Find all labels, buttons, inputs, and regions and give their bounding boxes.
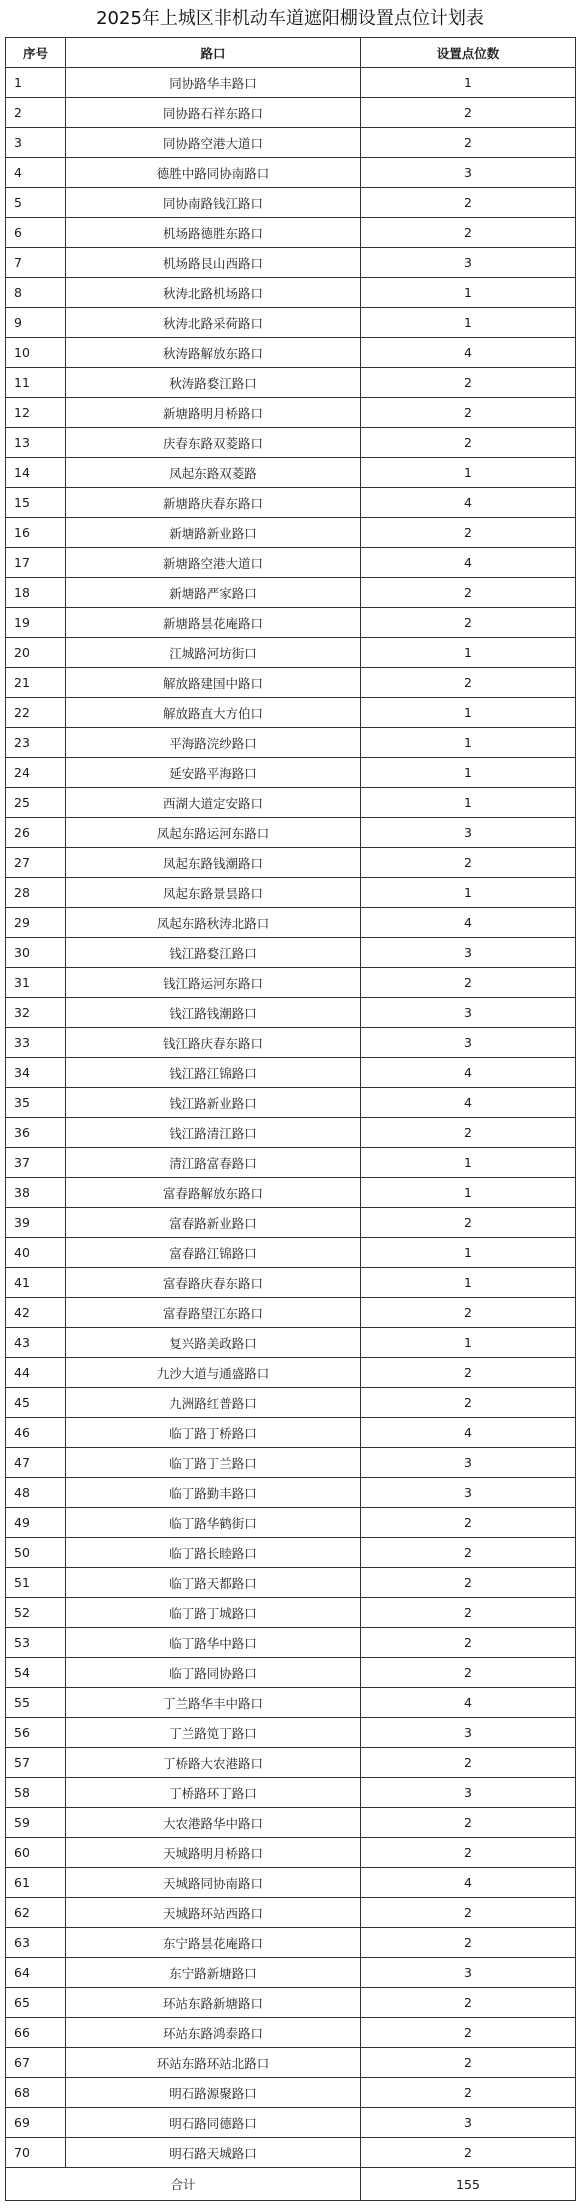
table-row (6, 1508, 576, 1538)
row-road: 天城路环站西路口 (66, 1898, 361, 1928)
row-count: 2 (361, 128, 576, 158)
row-road: 江城路河坊街口 (66, 638, 361, 668)
row-road: 富春路江锦路口 (66, 1238, 361, 1268)
row-road: 解放路直大方伯口 (66, 698, 361, 728)
table-row (6, 968, 576, 998)
row-count: 2 (361, 398, 576, 428)
row-index: 69 (6, 2108, 66, 2138)
row-index: 41 (6, 1268, 66, 1298)
total-count: 155 (361, 2168, 576, 2201)
row-index: 20 (6, 638, 66, 668)
row-count: 1 (361, 458, 576, 488)
row-index: 67 (6, 2048, 66, 2078)
table-row (6, 398, 576, 428)
row-road: 延安路平海路口 (66, 758, 361, 788)
table-row (6, 1028, 576, 1058)
table-row (6, 1808, 576, 1838)
row-count: 1 (361, 728, 576, 758)
row-road: 同协路华丰路口 (66, 68, 361, 98)
row-count: 2 (361, 1988, 576, 2018)
header-road: 路口 (66, 38, 361, 68)
table-row (6, 308, 576, 338)
row-index: 21 (6, 668, 66, 698)
row-index: 34 (6, 1058, 66, 1088)
table-row (6, 1058, 576, 1088)
table-row (6, 248, 576, 278)
row-count: 3 (361, 1478, 576, 1508)
row-road: 天城路同协南路口 (66, 1868, 361, 1898)
table-row (6, 68, 576, 98)
row-count: 2 (361, 1568, 576, 1598)
table-row (6, 818, 576, 848)
table-row (6, 908, 576, 938)
row-index: 16 (6, 518, 66, 548)
table-row (6, 1838, 576, 1868)
row-count: 4 (361, 1058, 576, 1088)
row-index: 11 (6, 368, 66, 398)
row-count: 4 (361, 488, 576, 518)
row-road: 临丁路长睦路口 (66, 1538, 361, 1568)
row-road: 环站东路鸿泰路口 (66, 2018, 361, 2048)
row-count: 3 (361, 1028, 576, 1058)
row-count: 2 (361, 2048, 576, 2078)
row-count: 2 (361, 428, 576, 458)
row-road: 德胜中路同协南路口 (66, 158, 361, 188)
row-road: 钱江路江锦路口 (66, 1058, 361, 1088)
row-count: 1 (361, 1268, 576, 1298)
row-index: 44 (6, 1358, 66, 1388)
table-row (6, 1298, 576, 1328)
row-index: 4 (6, 158, 66, 188)
row-index: 45 (6, 1388, 66, 1418)
row-index: 39 (6, 1208, 66, 1238)
row-index: 25 (6, 788, 66, 818)
row-road: 丁桥路大农港路口 (66, 1748, 361, 1778)
row-count: 1 (361, 878, 576, 908)
row-count: 3 (361, 1718, 576, 1748)
row-index: 15 (6, 488, 66, 518)
row-count: 3 (361, 2108, 576, 2138)
row-count: 4 (361, 1088, 576, 1118)
table-row (6, 2078, 576, 2108)
table-row (6, 2048, 576, 2078)
table-row (6, 1478, 576, 1508)
row-count: 1 (361, 308, 576, 338)
row-road: 临丁路丁桥路口 (66, 1418, 361, 1448)
table-row (6, 458, 576, 488)
row-road: 新塘路严家路口 (66, 578, 361, 608)
row-count: 2 (361, 2018, 576, 2048)
row-road: 西湖大道定安路口 (66, 788, 361, 818)
row-road: 复兴路美政路口 (66, 1328, 361, 1358)
row-index: 14 (6, 458, 66, 488)
row-index: 2 (6, 98, 66, 128)
table-row (6, 2018, 576, 2048)
row-index: 5 (6, 188, 66, 218)
row-road: 九沙大道与通盛路口 (66, 1358, 361, 1388)
table-row (6, 218, 576, 248)
row-road: 大农港路华中路口 (66, 1808, 361, 1838)
table-row (6, 938, 576, 968)
row-road: 同协路石祥东路口 (66, 98, 361, 128)
row-road: 天城路明月桥路口 (66, 1838, 361, 1868)
row-index: 50 (6, 1538, 66, 1568)
row-count: 2 (361, 368, 576, 398)
table-row (6, 158, 576, 188)
row-road: 钱江路婺江路口 (66, 938, 361, 968)
row-count: 3 (361, 1448, 576, 1478)
row-road: 富春路望江东路口 (66, 1298, 361, 1328)
table-row (6, 638, 576, 668)
row-road: 钱江路运河东路口 (66, 968, 361, 998)
row-count: 2 (361, 1508, 576, 1538)
row-index: 28 (6, 878, 66, 908)
table-row (6, 1358, 576, 1388)
row-index: 58 (6, 1778, 66, 1808)
row-road: 新塘路空港大道口 (66, 548, 361, 578)
row-index: 48 (6, 1478, 66, 1508)
row-road: 明石路天城路口 (66, 2138, 361, 2168)
table-row (6, 1538, 576, 1568)
row-road: 庆春东路双菱路口 (66, 428, 361, 458)
row-count: 3 (361, 248, 576, 278)
row-index: 70 (6, 2138, 66, 2168)
row-index: 51 (6, 1568, 66, 1598)
row-index: 38 (6, 1178, 66, 1208)
row-road: 富春路解放东路口 (66, 1178, 361, 1208)
table-row (6, 428, 576, 458)
row-count: 2 (361, 1388, 576, 1418)
table-row (6, 668, 576, 698)
row-index: 61 (6, 1868, 66, 1898)
row-index: 3 (6, 128, 66, 158)
row-index: 60 (6, 1838, 66, 1868)
row-index: 47 (6, 1448, 66, 1478)
row-index: 6 (6, 218, 66, 248)
row-count: 1 (361, 638, 576, 668)
table-row (6, 608, 576, 638)
row-index: 19 (6, 608, 66, 638)
row-index: 33 (6, 1028, 66, 1058)
row-count: 3 (361, 158, 576, 188)
row-index: 31 (6, 968, 66, 998)
row-road: 明石路源聚路口 (66, 2078, 361, 2108)
row-count: 1 (361, 698, 576, 728)
row-road: 凤起东路秋涛北路口 (66, 908, 361, 938)
row-road: 凤起东路运河东路口 (66, 818, 361, 848)
row-count: 2 (361, 1898, 576, 1928)
row-road: 临丁路华中路口 (66, 1628, 361, 1658)
row-road: 秋涛北路采荷路口 (66, 308, 361, 338)
row-index: 18 (6, 578, 66, 608)
row-index: 37 (6, 1148, 66, 1178)
row-index: 64 (6, 1958, 66, 1988)
row-index: 46 (6, 1418, 66, 1448)
row-count: 2 (361, 1118, 576, 1148)
table-row (6, 728, 576, 758)
row-index: 55 (6, 1688, 66, 1718)
row-road: 清江路富春路口 (66, 1148, 361, 1178)
row-road: 临丁路华鹤街口 (66, 1508, 361, 1538)
row-index: 12 (6, 398, 66, 428)
table-row (6, 548, 576, 578)
row-count: 2 (361, 1928, 576, 1958)
row-count: 3 (361, 998, 576, 1028)
row-count: 2 (361, 1598, 576, 1628)
row-count: 2 (361, 968, 576, 998)
row-index: 17 (6, 548, 66, 578)
row-road: 临丁路天都路口 (66, 1568, 361, 1598)
row-road: 丁兰路笕丁路口 (66, 1718, 361, 1748)
row-count: 3 (361, 938, 576, 968)
row-index: 63 (6, 1928, 66, 1958)
table-row (6, 998, 576, 1028)
table-row (6, 1928, 576, 1958)
row-count: 3 (361, 1958, 576, 1988)
row-count: 2 (361, 218, 576, 248)
row-road: 临丁路同协路口 (66, 1658, 361, 1688)
row-road: 秋涛北路机场路口 (66, 278, 361, 308)
total-row (6, 2168, 576, 2201)
table-row (6, 1718, 576, 1748)
row-index: 7 (6, 248, 66, 278)
total-label: 合计 (6, 2168, 361, 2201)
table-row (6, 1238, 576, 1268)
row-index: 68 (6, 2078, 66, 2108)
row-index: 35 (6, 1088, 66, 1118)
row-index: 66 (6, 2018, 66, 2048)
table-row (6, 1448, 576, 1478)
row-road: 临丁路丁城路口 (66, 1598, 361, 1628)
row-index: 1 (6, 68, 66, 98)
row-count: 2 (361, 1358, 576, 1388)
row-index: 36 (6, 1118, 66, 1148)
table-row (6, 1388, 576, 1418)
row-road: 解放路建国中路口 (66, 668, 361, 698)
table-row (6, 1418, 576, 1448)
row-count: 4 (361, 1688, 576, 1718)
row-count: 2 (361, 98, 576, 128)
row-count: 2 (361, 668, 576, 698)
row-count: 2 (361, 1208, 576, 1238)
row-road: 凤起东路景昙路口 (66, 878, 361, 908)
table-row (6, 1328, 576, 1358)
table-row (6, 2138, 576, 2168)
row-road: 丁兰路华丰中路口 (66, 1688, 361, 1718)
row-count: 3 (361, 1778, 576, 1808)
row-road: 钱江路庆春东路口 (66, 1028, 361, 1058)
row-index: 62 (6, 1898, 66, 1928)
table-row (6, 1088, 576, 1118)
row-count: 1 (361, 1238, 576, 1268)
row-index: 65 (6, 1988, 66, 2018)
row-road: 环站东路新塘路口 (66, 1988, 361, 2018)
table-row (6, 1868, 576, 1898)
row-count: 2 (361, 1658, 576, 1688)
row-index: 54 (6, 1658, 66, 1688)
row-road: 凤起东路钱潮路口 (66, 848, 361, 878)
row-road: 钱江路钱潮路口 (66, 998, 361, 1028)
row-index: 23 (6, 728, 66, 758)
row-index: 52 (6, 1598, 66, 1628)
row-road: 钱江路新业路口 (66, 1088, 361, 1118)
table-row (6, 1148, 576, 1178)
table-row (6, 1988, 576, 2018)
row-road: 平海路浣纱路口 (66, 728, 361, 758)
row-index: 9 (6, 308, 66, 338)
table-row (6, 1688, 576, 1718)
row-index: 29 (6, 908, 66, 938)
row-road: 新塘路庆春东路口 (66, 488, 361, 518)
table-row (6, 1568, 576, 1598)
row-count: 2 (361, 1748, 576, 1778)
row-count: 2 (361, 2138, 576, 2168)
row-index: 27 (6, 848, 66, 878)
row-index: 43 (6, 1328, 66, 1358)
page-title: 2025年上城区非机动车道遮阳棚设置点位计划表 (96, 8, 484, 29)
row-count: 1 (361, 68, 576, 98)
row-count: 2 (361, 1628, 576, 1658)
table-row (6, 338, 576, 368)
row-count: 1 (361, 1178, 576, 1208)
row-index: 59 (6, 1808, 66, 1838)
table-row (6, 128, 576, 158)
row-road: 机场路德胜东路口 (66, 218, 361, 248)
row-road: 富春路庆春东路口 (66, 1268, 361, 1298)
row-road: 东宁路新塘路口 (66, 1958, 361, 1988)
row-road: 机场路艮山西路口 (66, 248, 361, 278)
row-index: 42 (6, 1298, 66, 1328)
row-index: 22 (6, 698, 66, 728)
row-count: 2 (361, 188, 576, 218)
row-road: 临丁路丁兰路口 (66, 1448, 361, 1478)
table-row (6, 1658, 576, 1688)
row-count: 2 (361, 578, 576, 608)
row-road: 钱江路清江路口 (66, 1118, 361, 1148)
table-row (6, 1208, 576, 1238)
row-count: 2 (361, 1838, 576, 1868)
table-header-row (6, 38, 576, 68)
table-row (6, 1178, 576, 1208)
table-row (6, 1118, 576, 1148)
row-road: 凤起东路双菱路 (66, 458, 361, 488)
row-index: 53 (6, 1628, 66, 1658)
table-row (6, 578, 576, 608)
row-count: 2 (361, 608, 576, 638)
table-row (6, 518, 576, 548)
row-count: 4 (361, 1418, 576, 1448)
row-count: 1 (361, 278, 576, 308)
row-index: 56 (6, 1718, 66, 1748)
row-road: 新塘路新业路口 (66, 518, 361, 548)
row-road: 同协南路钱江路口 (66, 188, 361, 218)
row-road: 环站东路环站北路口 (66, 2048, 361, 2078)
row-road: 秋涛路婺江路口 (66, 368, 361, 398)
row-road: 明石路同德路口 (66, 2108, 361, 2138)
table-row (6, 698, 576, 728)
table-row (6, 2108, 576, 2138)
table-row (6, 1598, 576, 1628)
row-count: 2 (361, 518, 576, 548)
row-road: 东宁路昙花庵路口 (66, 1928, 361, 1958)
row-count: 2 (361, 848, 576, 878)
row-count: 4 (361, 338, 576, 368)
row-road: 秋涛路解放东路口 (66, 338, 361, 368)
table-row (6, 758, 576, 788)
row-count: 1 (361, 1328, 576, 1358)
table-row (6, 1628, 576, 1658)
row-road: 临丁路勤丰路口 (66, 1478, 361, 1508)
table-row (6, 1958, 576, 1988)
row-count: 4 (361, 908, 576, 938)
row-index: 32 (6, 998, 66, 1028)
row-index: 57 (6, 1748, 66, 1778)
row-index: 24 (6, 758, 66, 788)
table-row (6, 878, 576, 908)
row-count: 1 (361, 758, 576, 788)
row-index: 10 (6, 338, 66, 368)
table-row (6, 98, 576, 128)
row-index: 13 (6, 428, 66, 458)
plan-table (5, 37, 576, 2201)
table-row (6, 1898, 576, 1928)
row-road: 同协路空港大道口 (66, 128, 361, 158)
row-index: 49 (6, 1508, 66, 1538)
row-index: 40 (6, 1238, 66, 1268)
row-count: 2 (361, 2078, 576, 2108)
row-index: 26 (6, 818, 66, 848)
table-row (6, 1748, 576, 1778)
row-count: 2 (361, 1538, 576, 1568)
row-count: 1 (361, 1148, 576, 1178)
table-row (6, 1778, 576, 1808)
row-index: 30 (6, 938, 66, 968)
table-row (6, 788, 576, 818)
row-count: 2 (361, 1298, 576, 1328)
row-road: 九洲路红普路口 (66, 1388, 361, 1418)
row-index: 8 (6, 278, 66, 308)
table-row (6, 188, 576, 218)
row-count: 2 (361, 1808, 576, 1838)
row-road: 新塘路昙花庵路口 (66, 608, 361, 638)
row-count: 1 (361, 788, 576, 818)
table-body (6, 68, 576, 2168)
header-count: 设置点位数 (361, 38, 576, 68)
table-row (6, 488, 576, 518)
table-row (6, 278, 576, 308)
table-row (6, 1268, 576, 1298)
header-index: 序号 (6, 38, 66, 68)
row-road: 新塘路明月桥路口 (66, 398, 361, 428)
table-row (6, 848, 576, 878)
row-count: 4 (361, 1868, 576, 1898)
table-row (6, 368, 576, 398)
row-road: 富春路新业路口 (66, 1208, 361, 1238)
row-count: 3 (361, 818, 576, 848)
row-road: 丁桥路环丁路口 (66, 1778, 361, 1808)
row-count: 4 (361, 548, 576, 578)
